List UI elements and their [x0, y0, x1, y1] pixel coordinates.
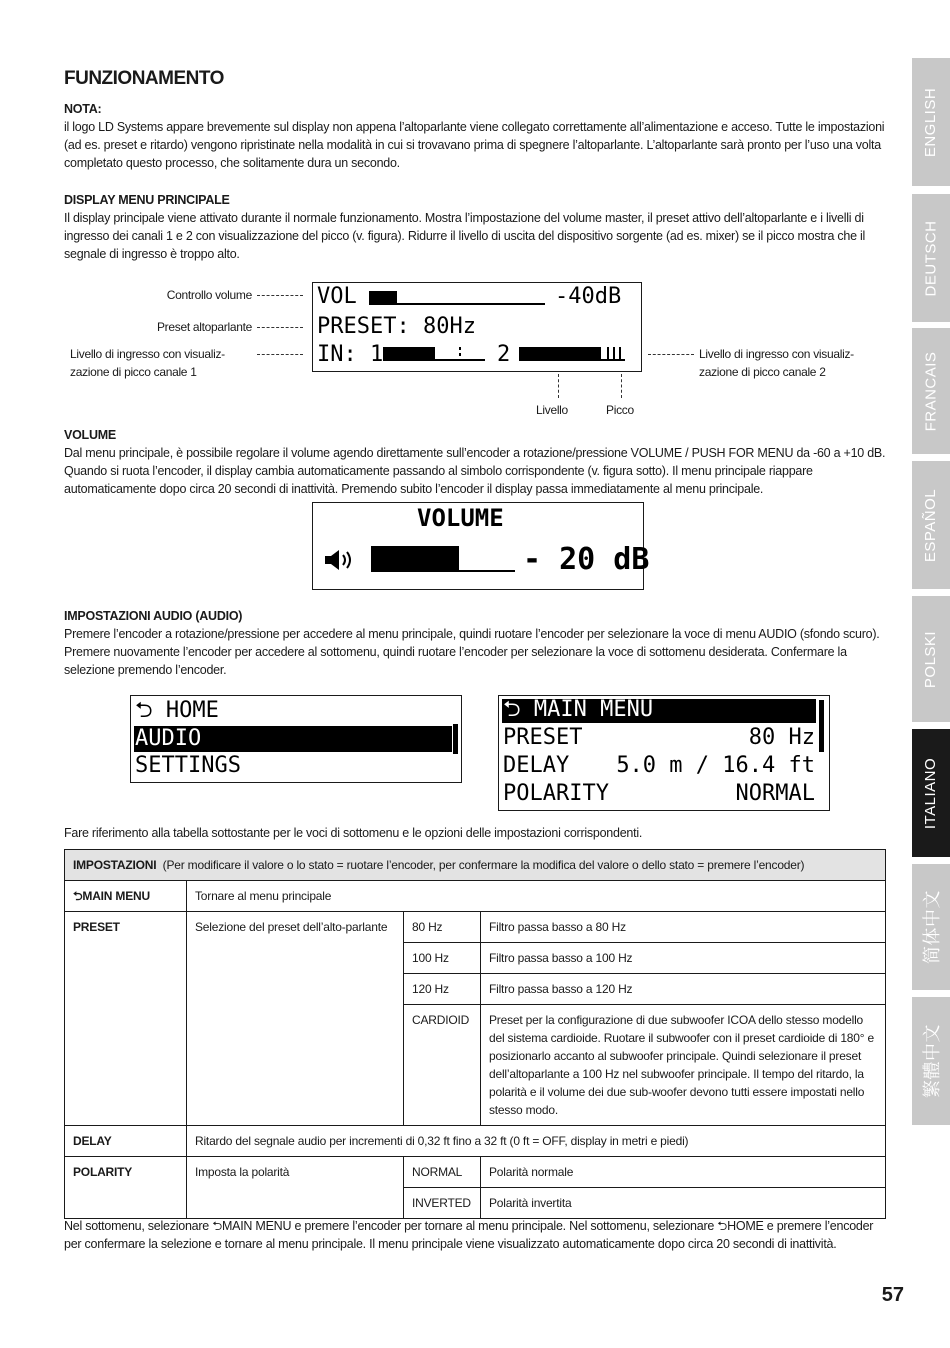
lcd-main-menu-item: ⮌ MAIN MENU	[503, 697, 654, 722]
scrollbar-thumb	[453, 724, 458, 754]
ch1-level-bar	[383, 347, 435, 361]
polarity-option-desc: Polarità invertita	[481, 1188, 886, 1219]
annotation-line	[257, 327, 303, 328]
tab-francais[interactable]: FRANCAIS	[912, 328, 950, 454]
annotation-line	[257, 295, 303, 296]
volume-title: VOLUME	[64, 428, 116, 442]
table-intro: Fare riferimento alla tabella sottostante per le voci di sottomenu e le opzioni delle impostazioni corrispondenti.	[64, 826, 643, 840]
lcd-delay-value: 5.0 m / 16.4 ft	[616, 753, 815, 778]
volume-lcd-value: - 20 dB	[523, 542, 650, 577]
preset-option-name: 100 Hz	[404, 943, 481, 974]
polarity-desc: Imposta la polarità	[187, 1157, 404, 1219]
note-title: NOTA:	[64, 102, 102, 116]
volume-track	[397, 303, 545, 305]
main-display-text: Il display principale viene attivato durante il normale funzionamento. Mostra l’impostazione del volume master, il preset attivo dell’altoparlante e i livelli di ingresso dei canali 1 e 2 con visualizzazione del picco (v. figura). Ridurre il livello di uscita del dispositivo sorgente (ad es. mixer) se il picco mostra che il segnale di ingresso è troppo alto.	[64, 211, 866, 261]
lcd-delay-label: DELAY	[503, 753, 570, 778]
ch2-level-bar	[519, 347, 601, 361]
main-lcd-display	[312, 282, 642, 372]
annotation-ch1: Livello di ingresso con visualiz-zazione di picco canale 1	[70, 347, 225, 379]
ch1-peak-dot	[459, 347, 461, 350]
tab-traditional-chinese[interactable]: 繁體中文	[912, 997, 950, 1125]
preset-option-desc: Preset per la configurazione di due subwoofer ICOA dello stesso modello del sistema cardioide. Ruotare il subwoofer con il preset cardioide di 180° e posizionarlo accanto al subwoofer principale. Quindi selezionare il preset dell’altoparlante a 100 Hz nel subwoofer principale. Il tempo del ritardo, la polarità e il volume dei due sub-woofer devono tutti essere impostati nello stesso modo.	[481, 1005, 886, 1126]
ch2-peak-mark	[619, 347, 621, 359]
volume-level-bar	[371, 546, 459, 572]
table-row	[65, 912, 886, 943]
preset-option-desc: Filtro passa basso a 80 Hz	[481, 912, 886, 943]
tab-deutsch[interactable]: DEUTSCH	[912, 194, 950, 322]
audio-text: Premere l’encoder a rotazione/pressione per accedere al menu principale, quindi ruotare l’encoder per selezionare la voce di menu AUDIO (sfondo scuro). Premere nuovamente l’encoder per accedere al sottomenu, quindi ruotare l’encoder per selezionare la voce di sottomenu desiderata. Confermare la selezione premendo l’encoder.	[64, 627, 880, 677]
note-text: il logo LD Systems appare brevemente sul display non appena l’altoparlante viene collegato correttamente all’alimentazione e acceso. Tutte le impostazioni (ad es. preset e ritardo) vengono ripristinate nella modalità in cui si trovavano prima di spegnere l’altoparlante. L’altoparlante sarà pronto per l’uso una volta completato questo processo, che solitamente dura un secondo.	[64, 120, 885, 170]
table-header-text: (Per modificare il valore o lo stato = ruotare l’encoder, per confermare la modifica del valore o dello stato = premere l’encoder)	[162, 858, 805, 872]
settings-table	[64, 849, 886, 1219]
polarity-option-name: INVERTED	[404, 1188, 481, 1219]
polarity-label: POLARITY	[65, 1157, 187, 1219]
main-menu-label: ⮌MAIN MENU	[65, 881, 187, 912]
preset-option-name: 80 Hz	[404, 912, 481, 943]
table-row	[65, 881, 886, 912]
table-header	[65, 850, 886, 881]
delay-label: DELAY	[65, 1126, 187, 1157]
lcd-vol-label: VOL	[317, 284, 357, 309]
tab-english[interactable]: ENGLISH	[912, 58, 950, 186]
page-number: 57	[881, 1284, 904, 1306]
preset-option-desc: Filtro passa basso a 100 Hz	[481, 943, 886, 974]
audio-title: IMPOSTAZIONI AUDIO (AUDIO)	[64, 609, 243, 623]
volume-lcd-display	[312, 502, 650, 590]
lcd-vol-value: -40dB	[555, 284, 622, 309]
table-row	[65, 1157, 886, 1188]
audio-section	[64, 607, 886, 679]
annotation-line	[621, 374, 622, 398]
main-display-title: DISPLAY MENU PRINCIPALE	[64, 193, 230, 207]
home-menu-lcd	[130, 695, 462, 783]
lcd-in2: 2	[497, 342, 511, 367]
note-section	[64, 100, 886, 172]
lcd-preset-value: 80 Hz	[748, 725, 815, 750]
annotation-line	[257, 354, 303, 355]
tab-italiano[interactable]: ITALIANO	[912, 729, 950, 857]
annotation-level: Livello	[536, 403, 568, 417]
preset-desc: Selezione del preset dell’alto-parlante	[187, 912, 404, 1126]
annotation-ch2: Livello di ingresso con visualiz-zazione di picco canale 2	[699, 347, 854, 379]
ch2-peak-mark	[607, 347, 609, 359]
scrollbar-thumb	[819, 700, 824, 752]
main-menu-lcd	[498, 695, 830, 811]
annotation-line	[648, 354, 694, 355]
table-row	[65, 1126, 886, 1157]
lcd-preset-label: PRESET	[503, 725, 583, 750]
lcd-home-item: ⮌ HOME	[135, 698, 219, 723]
preset-label: PRESET	[65, 912, 187, 1126]
ch1-peak-dot	[459, 353, 461, 356]
main-display-section	[64, 191, 886, 263]
main-menu-desc: Tornare al menu principale	[187, 881, 886, 912]
volume-section	[64, 426, 886, 498]
footer-text: Nel sottomenu, selezionare ⮌MAIN MENU e premere l’encoder per tornare al menu principale. Nel sottomenu, selezionare ⮌HOME e premere l’encoder per confermare la selezione e tornare al menu principale. Il menu principale viene visualizzato automaticamente dopo circa 20 secondi di inattività.	[64, 1219, 874, 1251]
lcd-settings-item: SETTINGS	[135, 753, 241, 778]
ch1-track	[435, 359, 485, 361]
volume-lcd-title: VOLUME	[417, 504, 504, 532]
preset-option-desc: Filtro passa basso a 120 Hz	[481, 974, 886, 1005]
ch2-peak-mark	[613, 347, 615, 359]
polarity-option-desc: Polarità normale	[481, 1157, 886, 1188]
volume-level-bar	[369, 291, 397, 305]
table-header-row	[65, 850, 886, 881]
lcd-in1: IN: 1	[317, 342, 384, 367]
tab-simplified-chinese[interactable]: 简体中文	[912, 864, 950, 990]
preset-option-name: CARDIOID	[404, 1005, 481, 1126]
table-header-title: IMPOSTAZIONI	[73, 858, 157, 872]
annotation-line	[558, 374, 559, 398]
tab-polski[interactable]: POLSKI	[912, 596, 950, 722]
annotation-volume: Controllo volume	[166, 288, 252, 302]
delay-desc: Ritardo del segnale audio per incrementi di 0,32 ft fino a 32 ft (0 ft = OFF, display in metri e piedi)	[187, 1126, 886, 1157]
annotation-preset: Preset altoparlante	[156, 320, 252, 334]
tab-espanol[interactable]: ESPAÑOL	[912, 461, 950, 589]
lcd-polarity-value: NORMAL	[735, 781, 815, 806]
preset-option-name: 120 Hz	[404, 974, 481, 1005]
lcd-audio-item: AUDIO	[135, 726, 202, 751]
page-heading: FUNZIONAMENTO	[64, 68, 224, 89]
volume-track	[459, 570, 515, 572]
ch2-track	[601, 359, 625, 361]
polarity-option-name: NORMAL	[404, 1157, 481, 1188]
speaker-icon	[323, 548, 357, 576]
lcd-polarity-label: POLARITY	[503, 781, 609, 806]
volume-text: Dal menu principale, è possibile regolare il volume agendo direttamente sull’encoder a rotazione/pressione VOLUME / PUSH FOR MENU da -60 a +10 dB. Quando si ruota l’encoder, il display cambia automaticamente passando al simbolo corrispondente (v. figura sotto). Il menu principale riappare automaticamente dopo circa 20 secondi di inattività. Premendo subito l’encoder il display passa immediatamente al menu principale.	[64, 446, 886, 496]
annotation-peak: Picco	[606, 403, 634, 417]
lcd-preset: PRESET: 80Hz	[317, 314, 476, 339]
